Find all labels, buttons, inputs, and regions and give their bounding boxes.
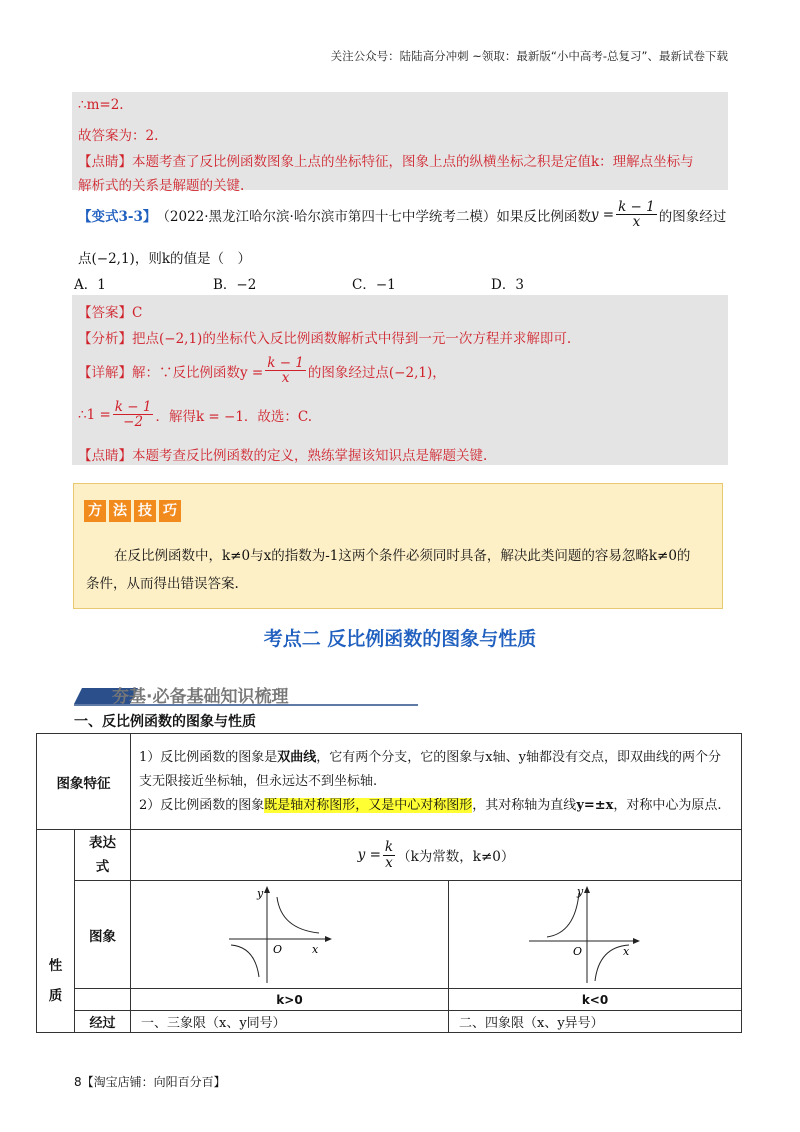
expr-label: 表达式 [89,835,116,875]
fraction-numerator: k − 1 [618,199,655,215]
option-c: C．−1 [352,277,396,293]
expr-label-cell [75,830,131,881]
question-source: （2022·黑龙江哈尔滨·哈尔滨市第四十七中学统考二模）如果反比例函数 [156,208,591,225]
feature-label: 图象特征 [56,775,111,792]
x-label: x [623,945,630,958]
analysis-line [78,327,571,347]
options-row [74,273,634,293]
page-footer: 8【淘宝店铺：向阳百分百】 [74,1075,226,1089]
graph-kpos [229,885,339,985]
pass-label-cell [75,1011,131,1033]
analysis-tag: 【分析】 [78,331,132,347]
analysis-text: 把点(−2,1)的坐标代入反比例函数解析式中得到一元一次方程并求解即可. [132,331,572,347]
feature-content [131,734,742,830]
detail-pre: 解：∵反比例函数y = [132,364,264,381]
dianjing-text: 本题考查了反比例函数图象上点的坐标特征，图象上点的纵横坐标之积是定值k：理解点坐标与 [132,154,694,170]
graph-kneg [529,883,649,983]
feature-p2-axis: y=±x [576,797,614,813]
property-label-cell [37,830,75,1033]
pass-neg: 二、四象限（x、y异号） [459,1016,604,1031]
fraction-denominator: x [385,854,393,871]
fraction-numerator: k − 1 [114,399,152,415]
y-label: y [257,887,264,900]
property-label: 性质 [48,957,63,1004]
origin-label: O [573,945,583,958]
question-fraction [616,200,657,229]
feature-p1-bold: 双曲线 [277,749,317,765]
fraction-numerator: k [384,839,394,856]
question-line-1 [78,200,726,229]
pass-pos-cell [131,1011,449,1033]
step-post: ．解得k = −1．故选：C. [155,408,313,425]
fraction-denominator: x [632,214,641,231]
k-neg-cell [449,989,742,1011]
detail-post: 的图象经过点(−2,1)， [307,364,446,381]
feature-p2-post: ，对称中心为原点. [613,797,722,813]
equation-m: ∴m=2. [78,97,124,113]
pass-label: 经过 [89,1016,116,1031]
origin-label: O [273,943,283,956]
question-func-y: y = [590,206,615,223]
answer-value: C [132,305,143,321]
fraction-denominator: x [281,370,290,387]
answer-statement: 故答案为：2. [78,128,159,144]
method-tip-box [73,483,723,609]
pass-neg-cell [449,1011,742,1033]
method-badges [84,500,184,522]
page-header: 关注公众号：陆陆高分冲刺 ~领取：最新版“小中高考-总复习”、最新试卷下载 [330,49,728,63]
badge-1: 方 [84,500,106,522]
method-text-2: 条件，从而得出错误答案. [86,576,239,592]
question-tag: 【变式3-3】 [78,208,157,225]
feature-p2-mid: ，其对称轴为直线 [472,797,577,813]
question-line-2: 点(−2,1)，则k的值是（ ） [78,251,251,267]
option-a: A．1 [74,277,106,293]
expr-condition: （k为常数，k≠0） [397,849,515,865]
dianjing-2 [78,444,487,464]
x-label: x [312,943,319,956]
answer-tag: 【答案】 [78,305,132,321]
fraction-numerator: k − 1 [267,355,304,371]
banner-text: 夯基·必备基础知识梳理 [112,687,289,707]
graph-label: 图象 [89,928,116,945]
option-d: D．3 [491,277,524,293]
feature-label-cell [37,734,131,830]
subsection-title: 一、反比例函数的图象与性质 [74,714,256,730]
branch-q3 [231,945,259,977]
graph-kpos-cell [131,881,449,989]
step-line [78,400,312,429]
feature-p1: 1）反比例函数的图象是双曲线，它有两个分支，它的图象与x轴、y轴都没有交点，即双曲线的两个分支无限接近坐标轴，但永远达不到坐标轴. [139,749,721,789]
feature-p2-pre: 2）反比例函数的图象 [139,797,265,813]
detail-line [78,356,446,385]
dianjing-text: 本题考查反比例函数的定义，熟练掌握该知识点是解题关键. [132,448,488,464]
dianjing-tag: 【点睛】 [78,448,132,464]
expr-fraction [383,840,395,869]
properties-table [36,733,742,1033]
option-b: B．−2 [213,277,257,293]
detail-tag: 【详解】 [78,364,132,381]
badge-3: 技 [134,500,156,522]
question-tail: 的图象经过 [658,208,727,225]
fraction-denominator: −2 [123,414,144,431]
detail-fraction [265,356,306,385]
expr-cell [131,830,742,881]
k-neg-label: k<0 [581,992,609,1007]
y-label: y [577,885,584,898]
badge-2: 法 [109,500,131,522]
y-arrow [264,886,270,893]
graph-label-cell [75,881,131,989]
branch-q2 [547,893,579,937]
dianjing-1-cont: 解析式的关系是解题的关键. [78,178,245,194]
branch-q1 [277,897,319,933]
badge-4: 巧 [159,500,181,522]
k-pos-label: k>0 [276,992,303,1007]
expr-formula [358,840,515,869]
dianjing-tag: 【点睛】 [78,154,132,170]
method-text-1: 在反比例函数中，k≠0与x的指数为-1这两个条件必须同时具备，解决此类问题的容易忽略k≠0的 [114,548,691,564]
x-arrow [325,936,332,942]
step-fraction [113,400,154,429]
graph-kneg-cell [449,881,742,989]
k-pos-cell [131,989,449,1011]
dianjing-1 [78,150,694,170]
feature-p2 [139,794,733,818]
answer-line [78,301,142,321]
y-arrow [584,886,590,893]
x-arrow [633,938,640,944]
k-sign-spacer [75,989,131,1011]
feature-p2-highlight: 既是轴对称图形，又是中心对称图形 [264,797,473,813]
expr-y: y = [357,847,381,863]
step-pre: ∴1 = [78,406,111,423]
section-title: 考点二 反比例函数的图象与性质 [263,628,537,650]
pass-pos: 一、三象限（x、y同号） [141,1016,286,1031]
